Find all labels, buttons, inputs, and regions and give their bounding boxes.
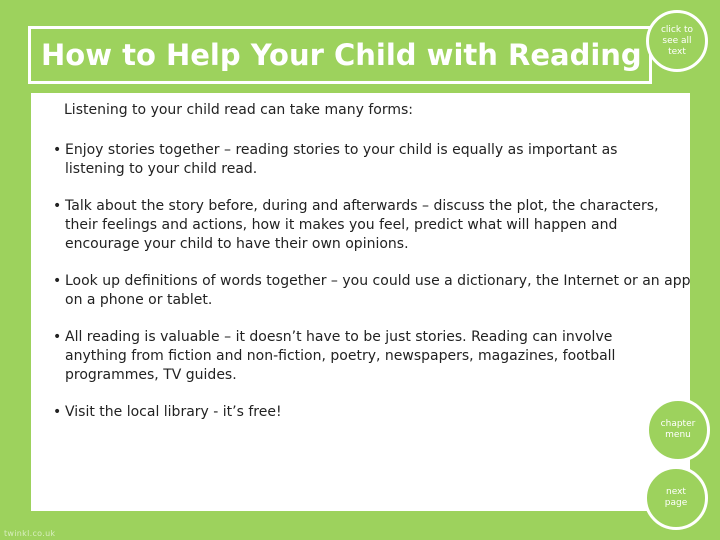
next-page-button[interactable] [644, 466, 708, 530]
bullet-text: Look up definitions of words together – you could use a dictionary, the Internet or an app on a phone or tablet. [65, 273, 691, 308]
bullet-marker: • [53, 198, 62, 214]
list-item [53, 328, 655, 385]
bullet-list [53, 141, 693, 440]
next-page-label: next page [664, 487, 688, 508]
chapter-menu-button[interactable] [646, 398, 710, 462]
bullet-text: Talk about the story before, during and afterwards – discuss the plot, the characters, their feelings and actions, how it makes you feel, predict what will happen and encourage your child to have their own opinions. [65, 198, 659, 252]
bullet-marker: • [53, 404, 62, 420]
bullet-text: All reading is valuable – it doesn’t have to be just stories. Reading can involve anything from fiction and non-fiction, poetry, newspapers, magazines, football programmes, TV guides. [65, 329, 616, 383]
bullet-text: Visit the local library - it’s free! [65, 404, 282, 420]
list-item [53, 141, 670, 179]
intro-text: Listening to your child read can take many forms: [64, 102, 413, 118]
list-item [53, 403, 565, 422]
chapter-menu-label: chapter menu [660, 419, 696, 440]
page-title: How to Help Your Child with Reading [41, 38, 642, 72]
content-panel [31, 93, 690, 511]
watermark: twinkl.co.uk [4, 529, 56, 538]
list-item [53, 272, 695, 310]
bullet-marker: • [53, 142, 62, 158]
see-all-text-label: click to see all text [660, 24, 693, 57]
list-item [53, 197, 670, 254]
bullet-marker: • [53, 329, 62, 345]
title-frame [28, 26, 652, 84]
see-all-text-button[interactable] [646, 10, 708, 72]
bullet-marker: • [53, 273, 62, 289]
bullet-text: Enjoy stories together – reading stories to your child is equally as important as listening to your child read. [65, 142, 618, 177]
